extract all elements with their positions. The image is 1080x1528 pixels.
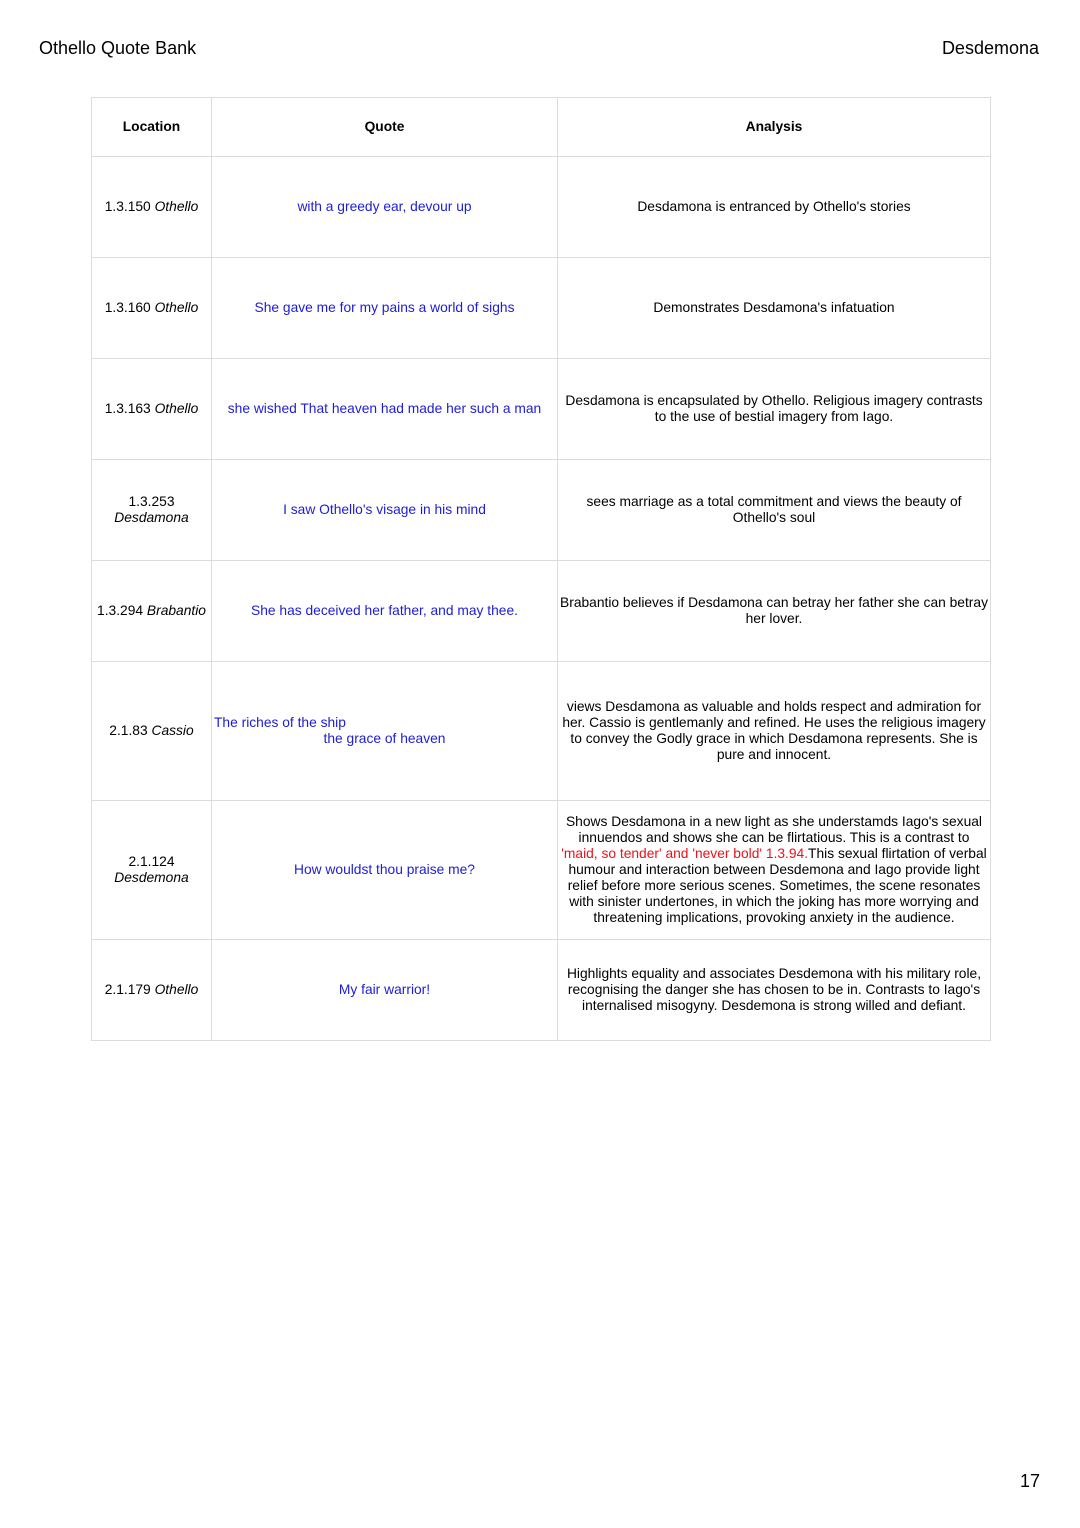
analysis-text: This sexual flirtation of verbal humour and interaction between Desdemona and Iago provide light relief before more serious scenes. Sometimes, the scene resonates with sinister undertones, in which the joking has more worrying and threatening implications, provoking anxiety in the audience. [567, 846, 987, 925]
speaker: Othello [154, 300, 199, 315]
table-row [92, 359, 991, 460]
speaker: Othello [154, 401, 199, 416]
location-cell [92, 460, 212, 561]
location-cell [92, 157, 212, 258]
quote-cell: she wished That heaven had made her such a man [212, 359, 558, 460]
analysis-cell: views Desdamona as valuable and holds respect and admiration for her. Cassio is gentlemanly and refined. He uses the religious imagery to convey the Godly grace in which Desdamona represents. She is pure and innocent. [558, 662, 991, 801]
analysis-cell: Highlights equality and associates Desdemona with his military role, recognising the danger she has chosen to be in. Contrasts to Iago's internalised misogyny. Desdemona is strong willed and defiant. [558, 940, 991, 1041]
location-cell [92, 258, 212, 359]
column-header-analysis: Analysis [558, 98, 991, 157]
table-row [92, 662, 991, 801]
table-row [92, 258, 991, 359]
quote-cell: She gave me for my pains a world of sighs [212, 258, 558, 359]
table-row [92, 940, 991, 1041]
table-row [92, 157, 991, 258]
speaker: Othello [154, 982, 199, 997]
quote-cell: with a greedy ear, devour up [212, 157, 558, 258]
speaker: Cassio [151, 723, 194, 738]
table-header-row [92, 98, 991, 157]
table-row [92, 801, 991, 940]
highlighted-quote: 'maid, so tender' and 'never bold' 1.3.94. [561, 846, 809, 861]
line-reference: 2.1.179 [104, 982, 151, 997]
speaker: Brabantio [146, 603, 206, 618]
location-cell [92, 561, 212, 662]
quote-cell: I saw Othello's visage in his mind [212, 460, 558, 561]
speaker: Desdemona [114, 870, 189, 885]
table-row [92, 460, 991, 561]
analysis-cell: sees marriage as a total commitment and views the beauty of Othello's soul [558, 460, 991, 561]
line-reference: 1.3.253 [128, 494, 175, 509]
line-reference: 1.3.160 [104, 300, 151, 315]
table-row [92, 561, 991, 662]
character-name: Desdemona [941, 38, 1039, 58]
analysis-cell: Brabantio believes if Desdamona can betray her father she can betray her lover. [558, 561, 991, 662]
quote-cell: My fair warrior! [212, 940, 558, 1041]
quote-table [91, 97, 991, 1041]
quote-line: The riches of the ship [214, 715, 346, 730]
analysis-text: Shows Desdamona in a new light as she understamds Iago's sexual innuendos and shows she can be flirtatious. This is a contrast to [565, 814, 982, 845]
column-header-location: Location [92, 98, 212, 157]
quote-cell: She has deceived her father, and may thee. [212, 561, 558, 662]
analysis-cell [558, 801, 991, 940]
location-cell [92, 359, 212, 460]
page-number: 17 [1019, 1471, 1040, 1491]
speaker: Othello [154, 199, 199, 214]
line-reference: 2.1.83 [109, 723, 148, 738]
column-header-quote: Quote [212, 98, 558, 157]
location-cell [92, 662, 212, 801]
analysis-cell: Desdamona is entranced by Othello's stories [558, 157, 991, 258]
quote-line: the grace of heaven [323, 731, 446, 746]
line-reference: 1.3.150 [104, 199, 151, 214]
analysis-cell: Demonstrates Desdamona's infatuation [558, 258, 991, 359]
speaker: Desdamona [114, 510, 189, 525]
document-title: Othello Quote Bank [39, 38, 197, 58]
line-reference: 1.3.163 [104, 401, 151, 416]
location-cell [92, 801, 212, 940]
line-reference: 1.3.294 [97, 603, 144, 618]
location-cell [92, 940, 212, 1041]
line-reference: 2.1.124 [128, 854, 175, 869]
analysis-cell: Desdamona is encapsulated by Othello. Religious imagery contrasts to the use of bestial imagery from Iago. [558, 359, 991, 460]
quote-cell [212, 662, 558, 801]
quote-cell: How wouldst thou praise me? [212, 801, 558, 940]
